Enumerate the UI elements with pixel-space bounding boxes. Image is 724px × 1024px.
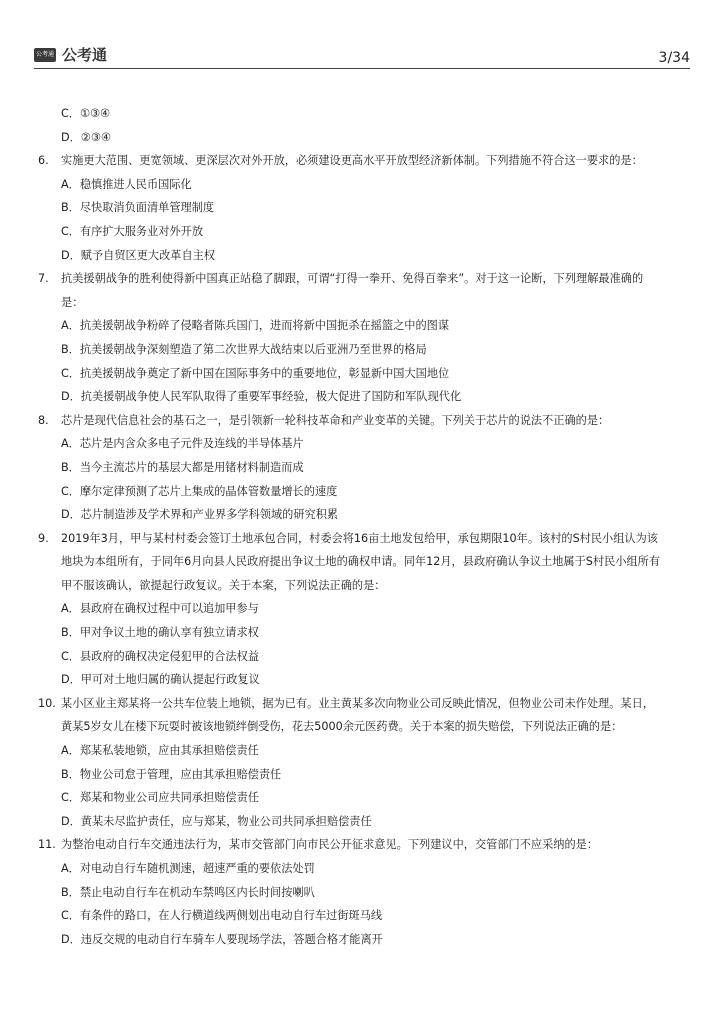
question-block <box>38 692 684 834</box>
question-stem <box>38 692 684 716</box>
question-block <box>38 833 684 951</box>
question-number: 7. <box>38 272 49 286</box>
answer-option: C．抗美援朝战争奠定了新中国在国际事务中的重要地位，彰显新中国大国地位 <box>61 366 450 380</box>
question-number: 6. <box>38 154 49 168</box>
question-stem-continued: 黄某5岁女儿在楼下玩耍时被该地锁绊倒受伤，花去5000余元医药费。关于本案的损失赔偿，下列说法正确的是： <box>61 720 623 734</box>
answer-option: C．县政府的确权决定侵犯甲的合法权益 <box>61 649 260 663</box>
question-stem <box>38 267 684 291</box>
question-number: 9. <box>38 531 49 545</box>
answer-option: D．赋予自贸区更大改革自主权 <box>61 248 216 262</box>
question-text: 2019年3月，甲与某村村委会签订土地承包合同，村委会将16亩土地发包给甲，承包期限10年。该村的S村民小组认为该 <box>61 531 658 545</box>
answer-option: B．抗美援朝战争深刻塑造了第二次世界大战结束以后亚洲乃至世界的格局 <box>61 342 427 356</box>
answer-option: D．芯片制造涉及学术界和产业界多学科领域的研究积累 <box>61 508 339 522</box>
page-number: 3/34 <box>658 50 690 66</box>
question-stem <box>38 409 684 433</box>
question-block <box>38 409 684 527</box>
page-header <box>34 0 690 70</box>
question-block <box>38 149 684 267</box>
question-stem-continued: 是： <box>61 295 84 309</box>
answer-option: C．摩尔定律预测了芯片上集成的晶体管数量增长的速度 <box>61 484 338 498</box>
answer-option: A．县政府在确权过程中可以追加甲参与 <box>61 602 259 616</box>
answer-option: D．违反交规的电动自行车骑车人要现场学法，答题合格才能离开 <box>61 932 383 946</box>
question-block <box>38 267 684 409</box>
question-text: 某小区业主郑某将一公共车位装上地锁，据为已有。业主黄某多次向物业公司反映此情况，但物业公司未作处理。某日， <box>61 696 654 710</box>
question-stem-continued: 地块为本组所有，于同年6月向县人民政府提出争议土地的确权申请。同年12月，县政府确认争议土地属于S村民小组所有 <box>61 555 661 569</box>
question-number: 8. <box>38 413 49 427</box>
header-divider <box>34 68 690 69</box>
answer-option: C．有序扩大服务业对外开放 <box>61 224 204 238</box>
answer-option: A．芯片是内含众多电子元件及连线的半导体基片 <box>61 437 304 451</box>
answer-option: B．当今主流芯片的基层大都是用锗材料制造而成 <box>61 460 304 474</box>
question-stem <box>38 833 684 857</box>
answer-option: D．黄某未尽监护责任，应与郑某，物业公司共同承担赔偿责任 <box>61 814 372 828</box>
answer-option: D．抗美援朝战争使人民军队取得了重要军事经验，极大促进了国防和军队现代化 <box>61 390 462 404</box>
question-number: 11. <box>38 838 56 852</box>
question-content <box>38 102 684 951</box>
answer-option: B．禁止电动自行车在机动车禁鸣区内长时间按喇叭 <box>61 885 315 899</box>
brand-name: 公考通 <box>62 46 108 64</box>
question-text: 抗美援朝战争的胜利使得新中国真正站稳了脚跟，可谓“打得一拳开、免得百拳来”。对于这一论断，下列理解最准确的 <box>61 272 644 286</box>
question-text: 实施更大范围、更宽领域、更深层次对外开放，必须建设更高水平开放型经济新体制。下列措施不符合这一要求的是： <box>61 154 643 168</box>
answer-option: A．抗美援朝战争粉碎了侵略者陈兵国门，进而将新中国扼杀在摇篮之中的图谋 <box>61 319 450 333</box>
option-c-prev: C．①③④ <box>61 107 111 120</box>
answer-option: D．甲可对土地归属的确认提起行政复议 <box>61 673 260 687</box>
question-stem <box>38 527 684 551</box>
answer-option: A．郑某私装地锁，应由其承担赔偿责任 <box>61 744 259 758</box>
question-list <box>38 149 684 951</box>
answer-option: A．稳慎推进人民币国际化 <box>61 177 192 191</box>
answer-option: C．有条件的路口，在人行横道线两侧划出电动自行车过街斑马线 <box>61 909 383 923</box>
answer-option: A．对电动自行车随机测速，超速严重的要依法处罚 <box>61 862 315 875</box>
option-d-prev: D．②③④ <box>61 130 111 144</box>
brand-logo <box>34 44 107 65</box>
answer-option: B．尽快取消负面清单管理制度 <box>61 201 215 215</box>
question-text: 为整治电动自行车交通违法行为，某市交管部门向市民公开征求意见。下列建议中，交管部门不应采纳的是： <box>61 838 599 852</box>
question-stem-continued: 甲不服该确认，欲提起行政复议。关于本案，下列说法正确的是： <box>61 578 386 592</box>
question-text: 芯片是现代信息社会的基石之一，是引领新一轮科技革命和产业变革的关键。下列关于芯片的说法不正确的是： <box>61 413 610 427</box>
answer-option: B．物业公司怠于管理，应由其承担赔偿责任 <box>61 767 282 781</box>
question-stem <box>38 149 684 173</box>
question-number: 10. <box>38 696 56 710</box>
answer-option: C．郑某和物业公司应共同承担赔偿责任 <box>61 791 260 805</box>
question-block <box>38 527 684 692</box>
answer-option: B．甲对争议土地的确认享有独立请求权 <box>61 626 259 640</box>
logo-mark-icon: 公考通 <box>34 48 56 62</box>
